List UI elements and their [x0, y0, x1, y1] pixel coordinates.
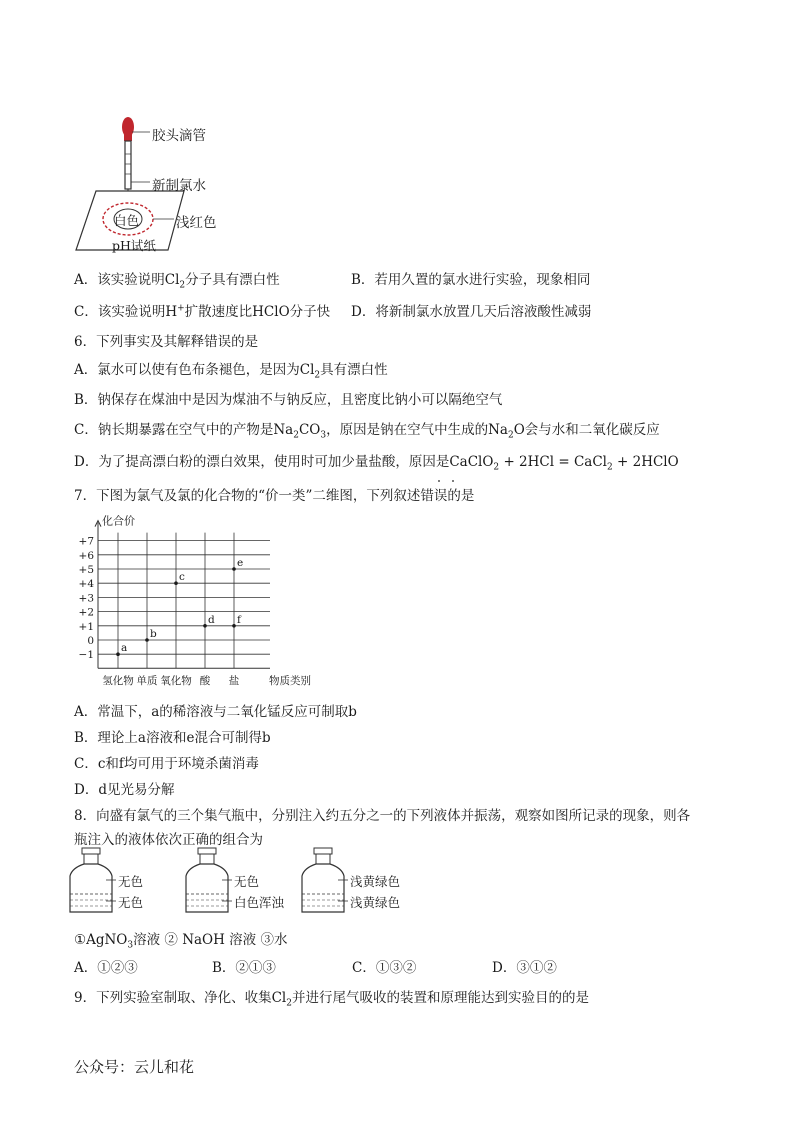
x-category-label: 氢化物 — [102, 675, 134, 688]
q8-reagents: ①AgNO$_3$溶液 ② NaOH 溶液 ③水 — [74, 932, 288, 951]
chlorine-water-label: 新制氯水 — [152, 178, 206, 194]
bottle1-top-label: 无色 — [118, 874, 144, 889]
q7-option-d: D．d见光易分解 — [74, 782, 175, 798]
q6-option-d: D．为了提高漂白粉的漂白效果，使用时可加少量盐酸，原因是CaClO$_2$ + 2HCl = CaCl$_2$ + 2HClO — [74, 454, 679, 473]
x-category-label: 盐 — [228, 675, 240, 688]
point-label-f: f — [237, 613, 241, 626]
inner-circle-label: 白色 — [114, 213, 140, 228]
q5-option-b: B．若用久置的氯水进行实验，现象相同 — [351, 272, 591, 288]
bottle1-bottom-label: 无色 — [118, 895, 144, 910]
bottle3-bottom-label: 浅黄绿色 — [350, 895, 401, 910]
q7-option-a: A．常温下，a的稀溶液与二氧化锰反应可制取b — [74, 704, 357, 720]
q8-option-c: C．①③② — [352, 960, 417, 976]
y-tick-label: +5 — [78, 564, 94, 576]
bottle3-top-label: 浅黄绿色 — [350, 874, 401, 889]
q5-option-a: A．该实验说明$Cl_2$分子具有漂白性 — [74, 272, 280, 291]
q7-stem: 7．下图为氯气及氯的化合物的“价一类”二维图，下列叙述错误的是 — [74, 488, 475, 504]
q5-option-c: C．该实验说明H+扩散速度比HClO分子快 — [74, 303, 331, 320]
q8-option-a: A．①②③ — [74, 960, 138, 976]
ph-paper-label: pH试纸 — [112, 238, 156, 253]
q5-option-d: D．将新制氯水放置几天后溶液酸性减弱 — [351, 304, 592, 320]
point-label-b: b — [150, 628, 157, 640]
point-label-d: d — [208, 613, 215, 626]
q9-stem: 9．下列实验室制取、净化、收集$Cl_2$并进行尾气吸收的装置和原理能达到实验目的的是 — [74, 990, 589, 1009]
valence-class-chart — [72, 506, 311, 690]
bottle-1 — [70, 848, 116, 912]
q6-stem: 6．下列事实及其解释错误的是 — [74, 334, 259, 350]
x-category-label: 酸 — [199, 675, 211, 688]
ring-label: 浅红色 — [176, 215, 217, 231]
bottle-2 — [186, 848, 232, 912]
q7-option-b: B．理论上a溶液和e混合可制得b — [74, 730, 271, 746]
y-tick-label: +6 — [78, 549, 94, 562]
x-category-label: 氧化物 — [160, 675, 192, 688]
dropper-label: 胶头滴管 — [152, 128, 206, 144]
point-label-e: e — [237, 557, 244, 569]
footer-wechat: 公众号：云儿和花 — [74, 1058, 195, 1076]
q8-stem-line1: 8．向盛有氯气的三个集气瓶中，分别注入约五分之一的下列液体并振荡，观察如图所记录的现象，则各 — [74, 808, 691, 824]
q6-option-a: A．氯水可以使有色布条褪色，是因为$Cl_2$具有漂白性 — [74, 362, 388, 381]
point-c — [174, 581, 178, 585]
bottle2-bottom-label: 白色浑浊 — [234, 895, 285, 910]
point-label-a: a — [121, 642, 128, 655]
y-axis-title: 化合价 — [102, 514, 135, 528]
y-tick-label: −1 — [78, 649, 94, 662]
bottle2-top-label: 无色 — [234, 874, 260, 889]
q6-option-b: B．钠保存在煤油中是因为煤油不与钠反应，且密度比钠小可以隔绝空气 — [74, 392, 503, 408]
q8-option-d: D．③①② — [492, 960, 557, 976]
y-tick-label: +7 — [78, 535, 94, 548]
y-tick-label: +1 — [78, 620, 94, 633]
x-category-label: 单质 — [136, 675, 158, 688]
y-tick-label: +3 — [78, 592, 94, 605]
point-label-c: c — [179, 571, 185, 584]
q6-option-c: C．钠长期暴露在空气中的产物是$Na_2CO_3$，原因是钠在空气中生成的$Na_2O$会与水和二氧化碳反应 — [74, 422, 660, 441]
y-tick-label: +4 — [78, 578, 94, 591]
dropper-tube — [125, 141, 131, 189]
point-a — [116, 652, 120, 656]
bottle-3 — [302, 848, 348, 912]
y-tick-label: 0 — [87, 635, 94, 647]
y-tick-label: +2 — [78, 606, 94, 619]
q8-option-b: B．②①③ — [212, 960, 276, 976]
q7-option-c: C．c和f均可用于环境杀菌消毒 — [74, 756, 259, 772]
point-e — [232, 567, 236, 571]
x-axis-title: 物质类别 — [269, 675, 311, 688]
q8-stem-line2: 瓶注入的液体依次正确的组合为 — [74, 832, 263, 848]
point-f — [232, 624, 236, 628]
point-d — [203, 624, 207, 628]
point-b — [145, 638, 149, 642]
